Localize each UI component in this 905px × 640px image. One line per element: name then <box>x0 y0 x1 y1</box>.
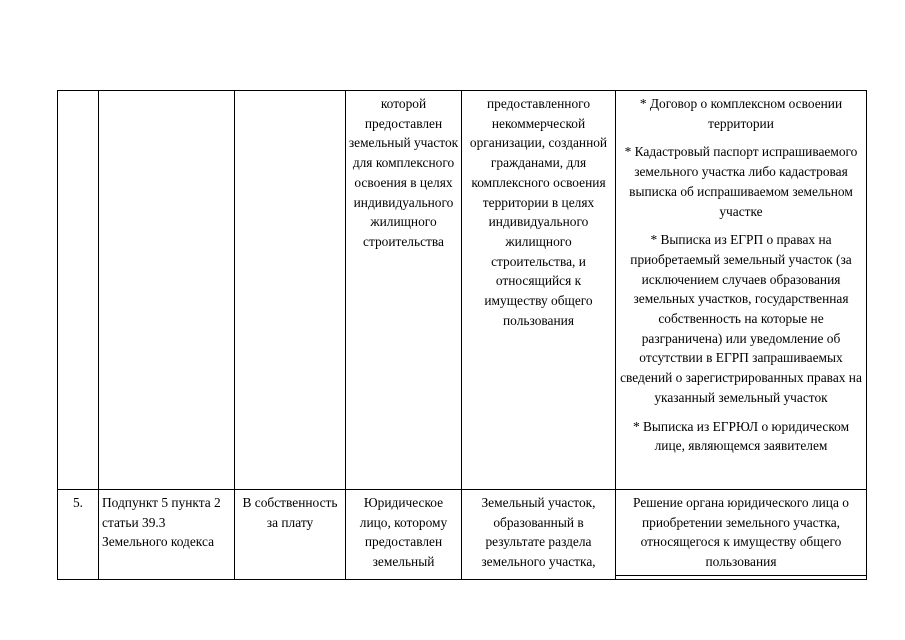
table-row <box>58 490 867 580</box>
document-item: * Выписка из ЕГРЮЛ о юридическом лице, являющемся заявителем <box>632 418 850 454</box>
right-type-cell: В собственность за плату <box>235 490 346 580</box>
land-plot-cell: Земельный участок, образованный в результате раздела земельного участка, <box>462 490 616 580</box>
land-plot-cell: предоставленного некоммерческой организации, созданной гражданами, для комплексного освоения территории в целях индивидуального жилищного строительства, и относящийся к имуществу общего пользования <box>462 91 616 490</box>
right-type-cell <box>235 91 346 490</box>
required-documents-cell <box>616 490 867 580</box>
row-number-cell: 5. <box>58 490 99 580</box>
applicant-cell: которой предоставлен земельный участок для комплексного освоения в целях индивидуального жилищного строительства <box>346 91 462 490</box>
legal-basis-cell <box>99 91 235 490</box>
document-item: * Договор о комплексном освоении территории <box>639 96 843 131</box>
document-item: Решение органа юридического лица о приобретении земельного участка, относящегося к имуществу общего пользования <box>616 493 866 576</box>
applicant-cell: Юридическое лицо, которому предоставлен земельный <box>346 490 462 580</box>
document-item: * Выписка из ЕГРП о правах на приобретаемый земельный участок (за исключением случаев образования земельных участков, государственная собственность на которые не разграничена) или уведомление об отсутствии в ЕГРП запрашиваемых сведений о зарегистрированных правах на указанный земельный участок <box>620 232 862 405</box>
legal-basis-cell: Подпункт 5 пункта 2 статьи 39.3 Земельного кодекса <box>99 490 235 580</box>
document-item: * Кадастровый паспорт испрашиваемого земельного участка либо кадастровая выписка об испрашиваемом земельном участке <box>624 144 858 219</box>
table-row <box>58 91 867 490</box>
required-documents-cell <box>616 91 867 490</box>
row-number-cell <box>58 91 99 490</box>
documents-table <box>57 90 867 580</box>
